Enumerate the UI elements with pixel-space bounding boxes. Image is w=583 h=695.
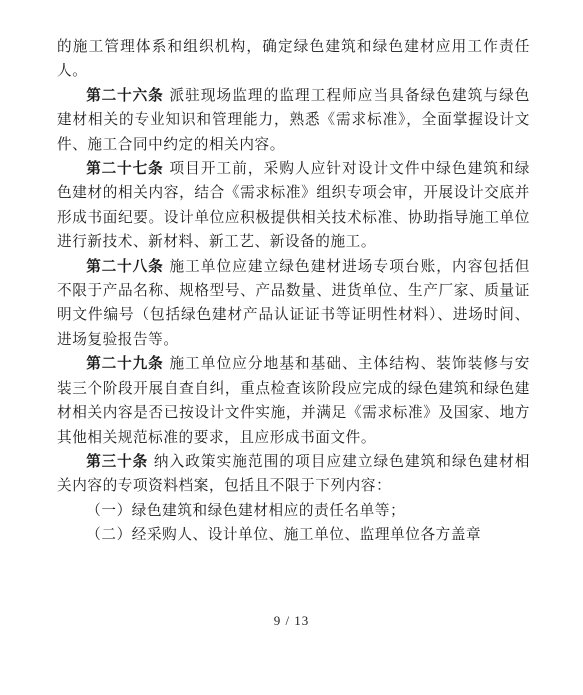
article-heading: 第二十六条 (86, 86, 164, 104)
paragraph-continuation (57, 35, 530, 84)
article-text: 项目开工前，采购人应针对设计文件中绿色建筑和绿色建材的相关内容，结合《需求标准》组织专项会审，开展设计交底并形成书面纪要。设计单位应积极提供相关技术标准、协助指导施工单位进行新技术、新材料、新工艺、新设备的施工。 (57, 160, 530, 251)
article-30 (57, 450, 530, 499)
paragraph-text: 的施工管理体系和组织机构，确定绿色建筑和绿色建材应用工作责任人。 (57, 38, 530, 80)
article-27 (57, 157, 530, 255)
article-29 (57, 352, 530, 450)
article-text: 派驻现场监理的监理工程师应当具备绿色建筑与绿色建材相关的专业知识和管理能力，熟悉《需求标准》，全面掌握设计文件、施工合同中约定的相关内容。 (57, 86, 530, 153)
list-item: （二）经采购人、设计单位、施工单位、监理单位各方盖章 (86, 526, 482, 544)
article-heading: 第二十八条 (86, 257, 164, 275)
article-heading: 第二十七条 (86, 160, 164, 178)
document-body (57, 35, 530, 548)
article-28 (57, 255, 530, 353)
article-text: 纳入政策实施范围的项目应建立绿色建筑和绿色建材相关内容的专项资料档案，包括且不限于下列内容： (57, 452, 530, 495)
article-heading: 第二十九条 (86, 355, 164, 373)
article-text: 施工单位应分地基和基础、主体结构、装饰装修与安装三个阶段开展自查自纠，重点检查该阶段应完成的绿色建筑和绿色建材相关内容是否已按设计文件实施，并满足《需求标准》及国家、地方其他相关规范标准的要求，且应形成书面文件。 (57, 355, 530, 446)
article-26 (57, 84, 530, 157)
article-heading: 第三十条 (86, 452, 149, 470)
list-item: （一）绿色建筑和绿色建材相应的责任名单等； (86, 501, 406, 519)
article-text: 施工单位应建立绿色建材进场专项台账，内容包括但不限于产品名称、规格型号、产品数量、进货单位、生产厂家、质量证明文件编号（包括绿色建材产品认证证书等证明性材料）、进场时间、进场复验报告等。 (57, 257, 530, 348)
page-number: 9 / 13 (273, 613, 310, 628)
